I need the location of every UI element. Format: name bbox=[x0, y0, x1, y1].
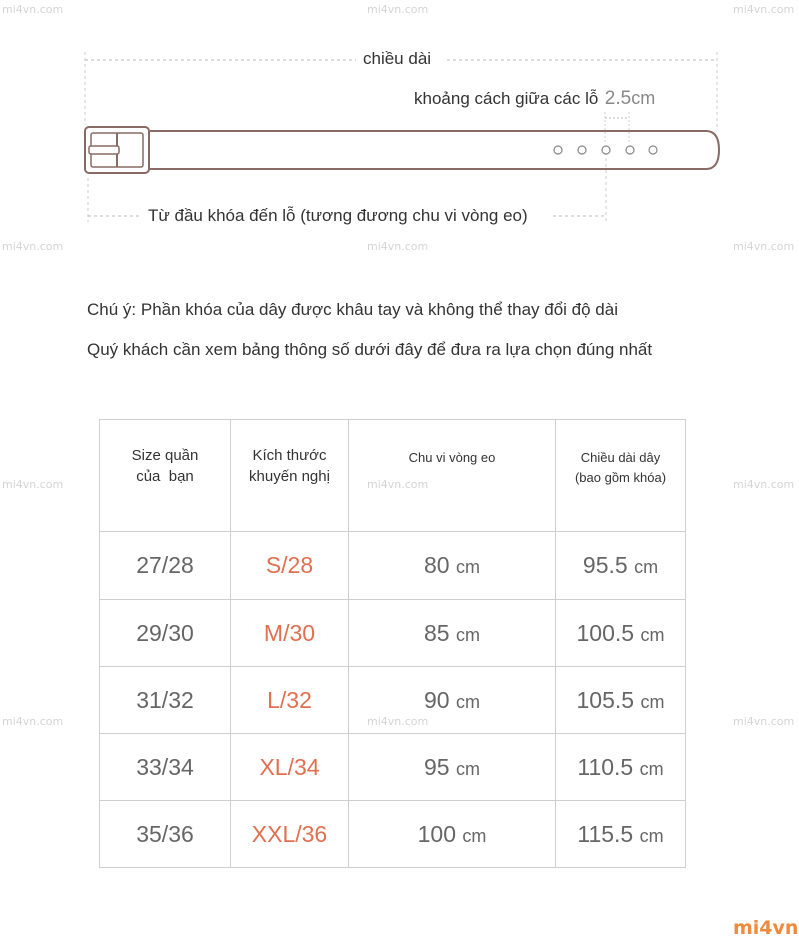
cell-length-value: 95.5 bbox=[582, 552, 628, 578]
unit-label: cm bbox=[634, 557, 659, 577]
unit-label: cm bbox=[455, 624, 480, 645]
watermark: mi4vn.com bbox=[733, 715, 795, 728]
cell-recommended: S/28 bbox=[231, 532, 349, 600]
cell-waist-value: 90 bbox=[424, 686, 450, 713]
hole-spacing-unit: cm bbox=[631, 88, 656, 108]
header-length-line2: (bao gồm khóa) bbox=[574, 470, 667, 485]
unit-label: cm bbox=[455, 691, 480, 712]
cell-recommended: L/32 bbox=[231, 667, 349, 734]
cell-length-value: 115.5 bbox=[577, 820, 634, 847]
header-length-line1: Chiều dài dây bbox=[580, 450, 661, 465]
hole-spacing-label bbox=[414, 88, 655, 110]
size-table bbox=[99, 419, 686, 868]
header-size bbox=[100, 420, 231, 532]
watermark: mi4vn.com bbox=[367, 715, 429, 728]
unit-label: cm bbox=[462, 825, 487, 846]
cell-size: 29/30 bbox=[100, 600, 231, 667]
cell-size: 31/32 bbox=[100, 667, 231, 734]
hole-spacing-text: khoảng cách giữa các lỗ bbox=[414, 89, 599, 108]
cell-recommended: XXL/36 bbox=[231, 801, 349, 868]
table-row bbox=[100, 600, 686, 667]
cell-recommended: XL/34 bbox=[231, 734, 349, 801]
note-line-2: Quý khách cần xem bảng thông số dưới đây để đưa ra lựa chọn đúng nhất bbox=[87, 340, 653, 359]
cell-waist bbox=[349, 532, 556, 600]
cell-length bbox=[556, 734, 686, 801]
unit-label: cm bbox=[455, 557, 480, 577]
cell-size: 35/36 bbox=[100, 801, 231, 868]
cell-size: 33/34 bbox=[100, 734, 231, 801]
table-row bbox=[100, 532, 686, 600]
watermark: mi4vn.com bbox=[2, 3, 64, 16]
header-recommended-line2: khuyến nghị bbox=[249, 468, 330, 485]
watermark: mi4vn.com bbox=[367, 478, 429, 491]
unit-label: cm bbox=[640, 624, 665, 645]
header-waist bbox=[349, 420, 556, 532]
cell-waist-value: 80 bbox=[424, 552, 450, 578]
cell-waist-value: 85 bbox=[424, 619, 450, 646]
cell-waist-value: 100 bbox=[417, 820, 456, 847]
watermark: mi4vn.com bbox=[2, 715, 64, 728]
buckle-to-hole-label: Từ đầu khóa đến lỗ (tương đương chu vi vòng eo) bbox=[148, 206, 528, 225]
length-label: chiều dài bbox=[363, 49, 432, 68]
cell-size: 27/28 bbox=[100, 532, 231, 600]
header-size-line1: Size quần bbox=[131, 447, 199, 464]
brand-logo: mi4vn bbox=[733, 917, 799, 939]
unit-label: cm bbox=[639, 758, 664, 779]
note-line-1: Chú ý: Phần khóa của dây được khâu tay và không thể thay đổi độ dài bbox=[87, 300, 618, 319]
watermark: mi4vn.com bbox=[2, 240, 64, 253]
table-row bbox=[100, 667, 686, 734]
hole-spacing-value: 2.5 bbox=[604, 88, 632, 109]
cell-waist bbox=[349, 801, 556, 868]
cell-length-value: 110.5 bbox=[577, 753, 634, 780]
header-size-line2: của bạn bbox=[136, 468, 194, 485]
watermark: mi4vn.com bbox=[367, 240, 429, 253]
watermark: mi4vn.com bbox=[733, 240, 795, 253]
cell-waist bbox=[349, 667, 556, 734]
unit-label: cm bbox=[640, 691, 665, 712]
cell-length bbox=[556, 801, 686, 868]
watermark: mi4vn.com bbox=[733, 478, 795, 491]
cell-waist-value: 95 bbox=[424, 753, 450, 780]
table-row bbox=[100, 734, 686, 801]
watermark: mi4vn.com bbox=[2, 478, 64, 491]
table-row bbox=[100, 801, 686, 868]
cell-length-value: 105.5 bbox=[576, 686, 635, 713]
header-waist-text: Chu vi vòng eo bbox=[408, 450, 496, 465]
table-header-row bbox=[100, 420, 686, 532]
cell-recommended: M/30 bbox=[231, 600, 349, 667]
unit-label: cm bbox=[639, 825, 664, 846]
cell-length bbox=[556, 667, 686, 734]
cell-waist bbox=[349, 600, 556, 667]
cell-length bbox=[556, 600, 686, 667]
cell-length bbox=[556, 532, 686, 600]
header-recommended bbox=[231, 420, 349, 532]
cell-length-value: 100.5 bbox=[576, 619, 635, 646]
header-length bbox=[556, 420, 686, 532]
watermark: mi4vn.com bbox=[733, 3, 795, 16]
unit-label: cm bbox=[455, 758, 480, 779]
watermark: mi4vn.com bbox=[367, 3, 429, 16]
belt-diagram bbox=[0, 0, 799, 240]
header-recommended-line1: Kích thước bbox=[252, 447, 327, 464]
cell-waist bbox=[349, 734, 556, 801]
